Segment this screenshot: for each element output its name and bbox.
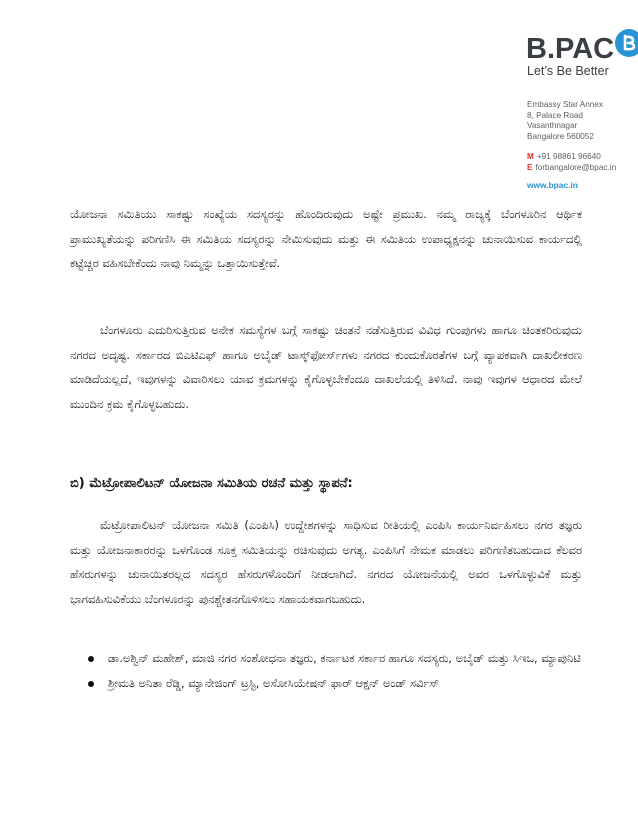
address-line-4: Bangalore 560052 [527,131,594,141]
list-item [88,673,582,694]
office-address [527,100,637,142]
email-key: E [527,162,533,172]
bpac-logo-mark-icon [614,28,638,58]
mobile-number: +91 98861 96640 [536,152,601,161]
list-item-text: ಶ್ರೀಮತಿ ಅನಿತಾ ರೆಡ್ಡಿ, ಮ್ಯಾನೇಜಿಂಗ್ ಟ್ರಸ್ಟಿ, ಅಸೋಸಿಯೇಷನ್ ಫಾರ್ ಆಕ್ಷನ್ ಅಂಡ್ ಸರ್ವಿಸ್ [108,676,440,690]
bullet-icon [88,656,94,662]
member-list [88,648,582,698]
section-heading: ಬಿ) ಮೆಟ್ರೋಪಾಲಿಟನ್ ಯೋಜನಾ ಸಮಿತಿಯ ರಚನೆ ಮತ್ತು ಸ್ಥಾಪನೆ: [70,476,353,491]
paragraph-mpc-structure: ಮೆಟ್ರೋಪಾಲಿಟನ್ ಯೋಜನಾ ಸಮಿತಿ (ಎಂಪಿಸಿ) ಉದ್ದೇಶಗಳನ್ನು ಸಾಧಿಸುವ ರೀತಿಯಲ್ಲಿ ಎಂಪಿಸಿ ಕಾರ್ಯನಿರ್ವಹಿಸಲು ನಗರ ತಜ್ಞರು ಮತ್ತು ಯೋಜನಾಕಾರರನ್ನು ಒಳಗೊಂಡ ಸೂಕ್ತ ಸಮಿತಿಯನ್ನು ರಚಿಸುವುದು ಅಗತ್ಯ. ಎಂಪಿಸಿಗೆ ನೇಮಕ ಮಾಡಲು ಪರಿಗಣಿತಬಹುದಾದ ಕೆಲವರ ಹೆಸರುಗಳನ್ನು ಚುನಾಯಿತರಲ್ಲದ ಸದಸ್ಯರ ಹೆಸರುಗಳೊಂದಿಗೆ ನೀಡಲಾಗಿದೆ. ನಗರದ ಯೋಜನೆಯಲ್ಲಿ ಅವರ ಒಳಗೊಳ್ಳುವಿಕೆ ಮತ್ತು ಭಾಗವಹಿಸುವಿಕೆಯು ಬೆಂಗಳೂರನ್ನು ಪುನಶ್ಚೇತನಗೊಳಿಸಲು ಸಹಾಯಕವಾಗಬಹುದು. [70,518,582,606]
mobile-key: M [527,152,534,161]
brand-tagline: Let’s Be Better [527,64,609,78]
bpac-logo [526,28,636,82]
paragraph-committee-members: ಯೋಜನಾ ಸಮಿತಿಯು ಸಾಕಷ್ಟು ಸಂಖ್ಯೆಯ ಸದಸ್ಯರನ್ನು ಹೊಂದಿರುವುದು ಅಷ್ಟೇ ಪ್ರಮುಖ. ನಮ್ಮ ರಾಜ್ಯಕ್ಕೆ ಬೆಂಗಳೂರಿನ ಆರ್ಥಿಕ ಪ್ರಾಮುಖ್ಯತೆಯನ್ನು ಪರಿಗಣಿಸಿ ಈ ಸಮಿತಿಯ ಸದಸ್ಯರನ್ನು ನೇಮಿಸುವುದು ಮತ್ತು ಈ ಸಮಿತಿಯ ಉಪಾಧ್ಯಕ್ಷನನ್ನು ಚುನಾಯಿಸುವ ಕಾರ್ಯದಲ್ಲಿ ಕಟ್ಟೆಚ್ಚರ ವಹಿಸಬೇಕೆಂದು ನಾವು ನಿಮ್ಮನ್ನು ಒತ್ತಾಯಿಸುತ್ತೇವೆ. [70,207,582,270]
contact-block [527,152,616,173]
website-link[interactable]: www.bpac.in [527,180,578,190]
paragraph-bangalore-groups: ಬೆಂಗಳೂರು ಎದುರಿಸುತ್ತಿರುವ ಅನೇಕ ಸಮಸ್ಯೆಗಳ ಬಗ್ಗೆ ಸಾಕಷ್ಟು ಚಿಂತನೆ ನಡೆಸುತ್ತಿರುವ ವಿವಿಧ ಗುಂಪುಗಳು ಹಾಗೂ ಚಿಂತಕರಿರುವುದು ನಗರದ ಅದೃಷ್ಟ. ಸರ್ಕಾರದ ಬಿಎಟಿಎಫ್ ಹಾಗೂ ಅಬೈಡ್ ಟಾಸ್ಕ್‌ಫೋರ್ಸ್‌ಗಳು ನಗರದ ಕುಂದುಕೊರತೆಗಳ ಬಗ್ಗೆ ವ್ಯಾಪಕವಾಗಿ ದಾಖಲೀಕರಣ ಮಾಡಿದೆಯಲ್ಲದೆ, ಇವುಗಳನ್ನು ವಿವಾರಿಸಲು ಯಾವ ಕ್ರಮಗಳನ್ನು ಕೈಗೊಳ್ಳಬೇಕೆಂದೂ ದಾಖಲೆಯಲ್ಲಿ ತಿಳಿಸಿದೆ. ನಾವು ಇವುಗಳ ಆಧಾರದ ಮೇಲೆ ಮುಂದಿನ ಕ್ರಮ ಕೈಗೊಳ್ಳಬಹುದು. [70,323,582,411]
address-line-1: Embassy Star Annex [527,100,603,109]
address-line-3: Vasanthnagar [527,121,578,131]
email-address[interactable]: forbangalore@bpac.in [535,162,617,172]
email-row [527,163,616,174]
address-line-2: 8, Palace Road [527,110,583,120]
list-item-text: ಡಾ.ಅಶ್ವಿನ್ ಮಹೇಶ್, ಮಾಜಿ ನಗರ ಸಂಶೋಧನಾ ತಜ್ಞರು, ಕರ್ನಾಟಕ ಸರ್ಕಾರ ಹಾಗೂ ಸದಸ್ಯರು, ಅಬೈಡ್ ಮತ್ತು ಸಿಇಒ, ಮ್ಯಾಪುನಿಟಿ [108,651,581,665]
bullet-icon [88,681,94,687]
mobile-row [527,152,616,163]
list-item [88,648,582,669]
brand-name: B.PAC [526,33,615,65]
